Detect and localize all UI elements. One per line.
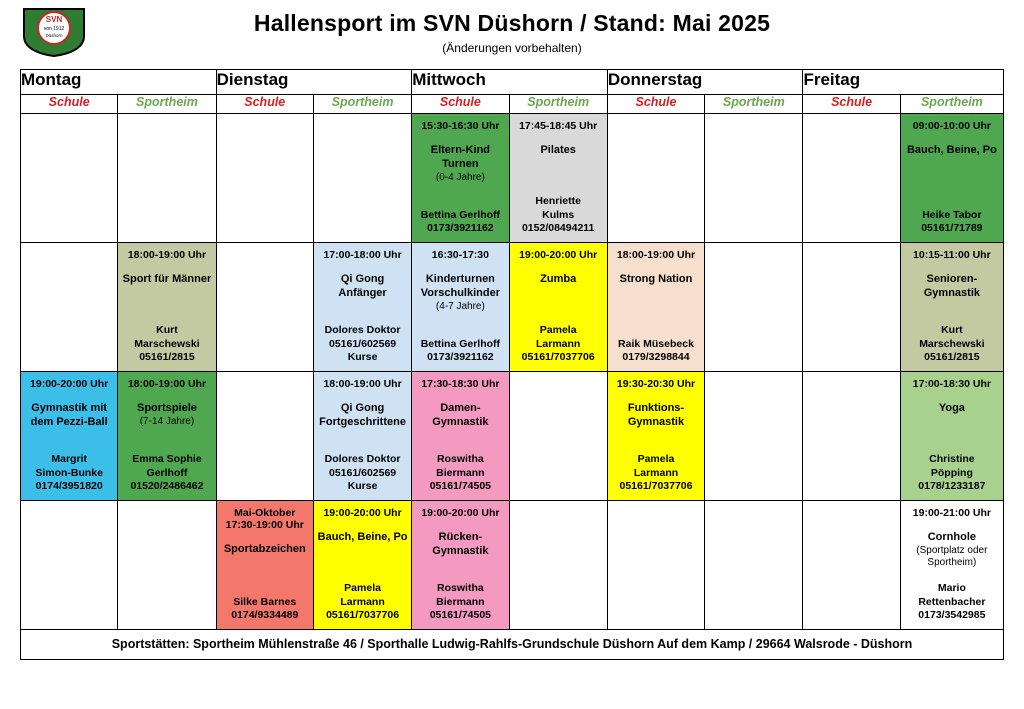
- cell-spacer: [317, 301, 408, 325]
- course-name: Damen- Gymnastik: [432, 402, 489, 428]
- cell-spacer: [415, 313, 505, 338]
- course-contact-phone: 0178/1233187: [918, 480, 986, 493]
- schedule-cell[interactable]: [412, 372, 509, 501]
- schedule-table: [20, 69, 1004, 630]
- course-name: Eltern-Kind Turnen: [430, 144, 491, 170]
- venues-footer: Sportstätten: Sportheim Mühlenstraße 46 / Sporthalle Ludwig-Rahlfs-Grundschule Düshorn Auf dem Kamp / 29664 Walsrode - Düshorn: [20, 630, 1004, 660]
- schedule-cell[interactable]: [607, 243, 704, 372]
- course-contact-phone: 01520/2486462: [130, 480, 204, 493]
- course-time: 18:00-19:00 Uhr: [127, 378, 207, 390]
- schedule-cell-empty: [21, 501, 118, 630]
- course-contact-phone: 05161/74505: [429, 480, 492, 493]
- course-contact-name: Heike Tabor: [922, 208, 982, 221]
- course-name: Strong Nation: [619, 273, 693, 285]
- cell-spacer: [121, 428, 212, 453]
- course-note: (Sportplatz oder Sportheim): [916, 544, 988, 569]
- course-time: Mai-Oktober 17:30-19:00 Uhr: [225, 507, 304, 531]
- day-header-montag: Montag: [21, 70, 217, 95]
- schedule-cell[interactable]: [900, 243, 1003, 372]
- course-note: (0-4 Jahre): [435, 171, 485, 183]
- cell-spacer: [24, 430, 114, 454]
- course-note: (7-14 Jahre): [139, 415, 195, 427]
- course-contact-phone: 0174/3951820: [35, 480, 103, 493]
- course-contact-phone: 05161/7037706: [619, 480, 693, 493]
- schedule-body: [21, 114, 1004, 630]
- course-name: Funktions- Gymnastik: [627, 402, 685, 428]
- schedule-cell-empty: [118, 114, 216, 243]
- course-name: Gymnastik mit dem Pezzi-Ball: [30, 402, 108, 428]
- course-time: 09:00-10:00 Uhr: [912, 120, 991, 132]
- course-contact-phone: 05161/7037706: [326, 609, 400, 622]
- course-contact-phone: 0173/3921162: [427, 351, 494, 364]
- schedule-cell[interactable]: [900, 501, 1003, 630]
- schedule-cell[interactable]: [412, 501, 509, 630]
- svn-club-logo: [20, 6, 88, 58]
- course-note: (4-7 Jahre): [435, 300, 485, 312]
- course-time: 18:00-19:00 Uhr: [323, 378, 402, 390]
- svg-text:SVN: SVN: [45, 15, 63, 24]
- day-header-donnerstag: Donnerstag: [607, 70, 803, 95]
- venue-header-dienstag-sportheim: Sportheim: [313, 95, 411, 114]
- venue-header-montag-schule: Schule: [21, 95, 118, 114]
- course-name: Kinderturnen Vorschulkinder: [420, 273, 500, 299]
- cell-spacer: [513, 158, 604, 195]
- venue-header-mittwoch-schule: Schule: [412, 95, 509, 114]
- course-name: Bauch, Beine, Po: [317, 531, 408, 543]
- venue-header-row: [21, 95, 1004, 114]
- course-time: 19:30-20:30 Uhr: [616, 378, 696, 390]
- course-time: 17:00-18:00 Uhr: [323, 249, 402, 261]
- course-contact-name: Dolores Doktor 05161/602569: [324, 324, 401, 350]
- course-name: Sport für Männer: [122, 273, 212, 285]
- schedule-cell[interactable]: [900, 372, 1003, 501]
- cell-spacer: [220, 557, 310, 596]
- schedule-cell[interactable]: [216, 501, 313, 630]
- schedule-cell[interactable]: [509, 114, 607, 243]
- schedule-cell-empty: [118, 501, 216, 630]
- schedule-cell-empty: [509, 372, 607, 501]
- course-name: Qi Gong Anfänger: [338, 273, 387, 299]
- page-title: Hallensport im SVN Düshorn / Stand: Mai 2025: [253, 10, 771, 36]
- course-name: Qi Gong Fortgeschrittene: [319, 402, 406, 428]
- venue-header-donnerstag-sportheim: Sportheim: [705, 95, 803, 114]
- course-contact-phone: 0173/3921162: [427, 222, 494, 235]
- cell-spacer: [611, 430, 701, 454]
- cell-spacer: [415, 184, 505, 209]
- cell-spacer: [904, 301, 1000, 325]
- schedule-cell[interactable]: [607, 372, 704, 501]
- schedule-cell[interactable]: [509, 243, 607, 372]
- course-contact-phone: Kurse: [347, 351, 378, 364]
- course-name: Yoga: [938, 402, 965, 414]
- course-time: 16:30-17:30: [431, 249, 489, 261]
- schedule-cell-empty: [803, 114, 900, 243]
- course-contact-phone: 05161/71789: [921, 222, 983, 235]
- svg-text:von 1912: von 1912: [43, 26, 65, 32]
- course-name: Rücken- Gymnastik: [432, 531, 489, 557]
- day-header-freitag: Freitag: [803, 70, 1004, 95]
- cell-spacer: [317, 545, 408, 582]
- schedule-cell-empty: [21, 243, 118, 372]
- course-contact-name: Mario Rettenbacher: [918, 582, 986, 608]
- page-subtitle: (Änderungen vorbehalten): [442, 41, 582, 55]
- cell-spacer: [904, 416, 1000, 453]
- course-time: 17:45-18:45 Uhr: [519, 120, 598, 132]
- schedule-cell-empty: [705, 243, 803, 372]
- cell-spacer: [611, 287, 701, 338]
- course-time: 19:00-20:00 Uhr: [519, 249, 598, 261]
- course-time: 10:15-11:00 Uhr: [913, 249, 991, 261]
- course-contact-name: Pamela Larmann: [536, 324, 581, 350]
- schedule-cell-empty: [313, 114, 411, 243]
- cell-spacer: [415, 559, 505, 583]
- schedule-cell-empty: [705, 114, 803, 243]
- cell-spacer: [513, 287, 604, 324]
- day-header-row: [21, 70, 1004, 95]
- day-header-mittwoch: Mittwoch: [412, 70, 608, 95]
- schedule-cell-empty: [216, 243, 313, 372]
- course-name: Pilates: [540, 144, 576, 156]
- venue-header-donnerstag-schule: Schule: [607, 95, 704, 114]
- course-contact-name: Pamela Larmann: [340, 582, 385, 608]
- schedule-cell-empty: [21, 114, 118, 243]
- course-time: 15:30-16:30 Uhr: [421, 120, 500, 132]
- course-contact-name: Kurt Marschewski: [134, 324, 200, 350]
- course-contact-phone: 0179/3298844: [622, 351, 690, 364]
- venue-header-dienstag-schule: Schule: [216, 95, 313, 114]
- cell-spacer: [904, 158, 1000, 209]
- schedule-cell-empty: [705, 372, 803, 501]
- schedule-cell[interactable]: [118, 243, 216, 372]
- course-contact-name: Bettina Gerlhoff: [420, 337, 501, 350]
- svg-text:Düshorn: Düshorn: [45, 33, 63, 38]
- course-time: 19:00-21:00 Uhr: [912, 507, 991, 519]
- schedule-cell-empty: [803, 243, 900, 372]
- course-contact-name: Bettina Gerlhoff: [420, 208, 501, 221]
- course-time: 19:00-20:00 Uhr: [421, 507, 500, 519]
- course-name: Senioren- Gymnastik: [923, 273, 980, 299]
- course-name: Cornhole: [927, 531, 977, 543]
- schedule-cell[interactable]: [313, 372, 411, 501]
- course-name: Sportabzeichen: [223, 543, 306, 555]
- course-contact-name: Roswitha Biermann: [436, 453, 485, 479]
- cell-spacer: [121, 287, 212, 324]
- schedule-cell-empty: [607, 501, 704, 630]
- venue-header-mittwoch-sportheim: Sportheim: [509, 95, 607, 114]
- course-contact-phone: 0173/3542985: [918, 609, 986, 622]
- course-time: 19:00-20:00 Uhr: [30, 378, 109, 390]
- course-time: 17:00-18:30 Uhr: [912, 378, 991, 390]
- course-contact-phone: 05161/2815: [139, 351, 195, 364]
- course-contact-name: Henriette Kulms: [535, 195, 581, 221]
- schedule-cell[interactable]: [900, 114, 1003, 243]
- schedule-cell-empty: [216, 372, 313, 501]
- venue-header-freitag-sportheim: Sportheim: [900, 95, 1003, 114]
- schedule-row: [21, 501, 1004, 630]
- schedule-cell[interactable]: [313, 501, 411, 630]
- venue-header-montag-sportheim: Sportheim: [118, 95, 216, 114]
- page-header: [0, 0, 1024, 55]
- course-time: 18:00-19:00 Uhr: [127, 249, 207, 261]
- course-contact-phone: 05161/7037706: [521, 351, 595, 364]
- course-contact-name: Dolores Doktor 05161/602569: [324, 453, 401, 479]
- schedule-cell[interactable]: [21, 372, 118, 501]
- course-contact-name: Christine Pöpping: [929, 453, 975, 479]
- venue-header-freitag-schule: Schule: [803, 95, 900, 114]
- course-contact-name: Silke Barnes: [233, 595, 297, 608]
- schedule-cell[interactable]: [412, 114, 509, 243]
- course-time: 19:00-20:00 Uhr: [323, 507, 402, 519]
- schedule-cell-empty: [803, 501, 900, 630]
- course-contact-phone: Kurse: [347, 480, 378, 493]
- course-contact-name: Margrit Simon-Bunke: [35, 453, 103, 479]
- course-time: 18:00-19:00 Uhr: [616, 249, 696, 261]
- course-name: Zumba: [540, 273, 577, 285]
- course-contact-name: Emma Sophie Gerlhoff: [132, 453, 202, 479]
- cell-spacer: [317, 430, 408, 454]
- course-contact-name: Kurt Marschewski: [919, 324, 985, 350]
- course-contact-phone: 05161/74505: [429, 609, 492, 622]
- schedule-cell-empty: [705, 501, 803, 630]
- schedule-cell[interactable]: [412, 243, 509, 372]
- day-header-dienstag: Dienstag: [216, 70, 412, 95]
- cell-spacer: [904, 570, 1000, 582]
- schedule-cell[interactable]: [313, 243, 411, 372]
- schedule-row: [21, 372, 1004, 501]
- schedule-cell-empty: [607, 114, 704, 243]
- course-name: Sportspiele: [137, 402, 197, 414]
- course-contact-name: Pamela Larmann: [633, 453, 679, 479]
- schedule-cell[interactable]: [118, 372, 216, 501]
- course-contact-name: Roswitha Biermann: [436, 582, 485, 608]
- schedule-row: [21, 114, 1004, 243]
- course-contact-phone: 05161/2815: [924, 351, 980, 364]
- schedule-cell-empty: [509, 501, 607, 630]
- cell-spacer: [415, 430, 505, 454]
- schedule-cell-empty: [216, 114, 313, 243]
- schedule-cell-empty: [803, 372, 900, 501]
- course-name: Bauch, Beine, Po: [906, 144, 997, 156]
- course-contact-name: Raik Müsebeck: [618, 337, 694, 350]
- course-time: 17:30-18:30 Uhr: [421, 378, 500, 390]
- course-contact-phone: 0174/9334489: [231, 609, 299, 622]
- schedule-row: [21, 243, 1004, 372]
- course-contact-phone: 0152/08494211: [521, 222, 595, 235]
